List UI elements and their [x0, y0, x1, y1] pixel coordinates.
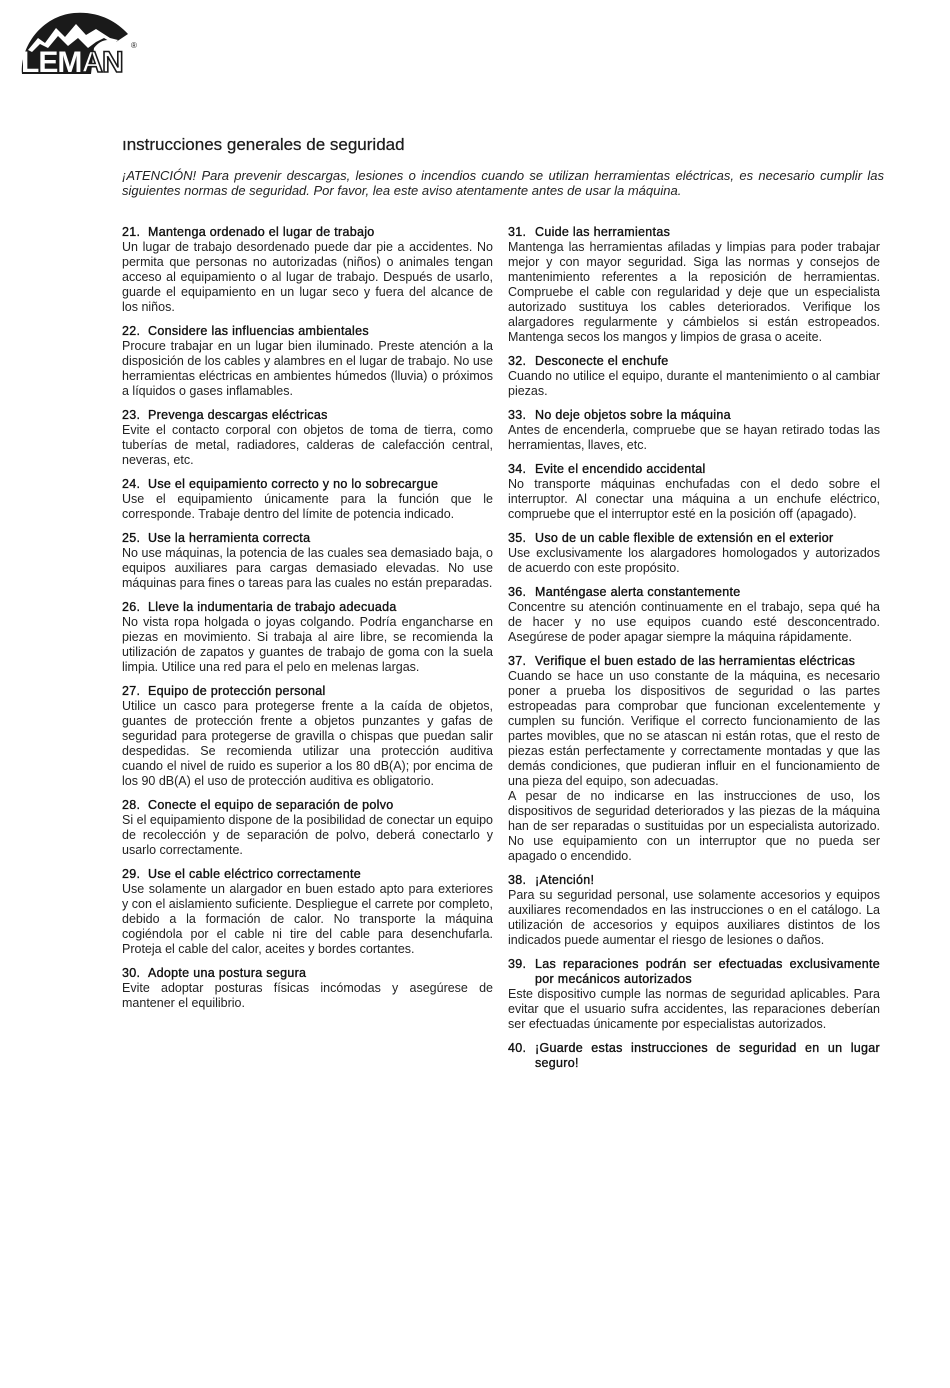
safety-item-30: [122, 966, 493, 1011]
safety-item-26: [122, 600, 493, 675]
item-heading: [122, 966, 493, 981]
safety-item-27: [122, 684, 493, 789]
item-number: 21.: [122, 225, 141, 239]
item-heading: [122, 531, 493, 546]
item-heading: [508, 1041, 880, 1071]
item-number: 29.: [122, 867, 141, 881]
item-number: 36.: [508, 585, 527, 599]
item-heading-text: Uso de un cable flexible de extensión en el exterior: [535, 531, 834, 545]
item-heading-text: Verifique el buen estado de las herramientas eléctricas: [535, 654, 856, 668]
item-number: 35.: [508, 531, 527, 545]
item-heading: [508, 408, 880, 423]
item-body-text: Cuando se hace un uso constante de la máquina, es necesario poner a prueba los dispositivos de seguridad o las partes estropeadas para comprobar que funcionan excelentemente y cumplen su función. Verifique el correcto funcionamiento de las partes movibles, que no se atascan ni están rotas, que el resto de piezas están perfectamente y correctamente montadas y que las demás condiciones, que pudieran influir en el funcionamiento de una pieza del equipo, son adecuadas.: [508, 669, 880, 788]
item-heading-text: No deje objetos sobre la máquina: [535, 408, 731, 422]
item-heading-text: ¡Atención!: [535, 873, 595, 887]
item-heading: [508, 654, 880, 669]
item-heading: [122, 798, 493, 813]
item-number: 33.: [508, 408, 527, 422]
item-heading: [508, 354, 880, 369]
item-body-text: Procure trabajar en un lugar bien iluminado. Preste atención a la disposición de los cables y alambres en el lugar de trabajo. No use herramientas eléctricas en ambientes húmedos (lluvia) o próximos a líquidos o gases inflamables.: [122, 339, 493, 398]
item-heading: [508, 225, 880, 240]
item-number: 27.: [122, 684, 141, 698]
safety-item-36: [508, 585, 880, 645]
safety-item-39: [508, 957, 880, 1032]
safety-item-32: [508, 354, 880, 399]
item-body-text: Evite adoptar posturas físicas incómodas y asegúrese de mantener el equilibrio.: [122, 981, 493, 1010]
item-heading: [122, 600, 493, 615]
safety-item-25: [122, 531, 493, 591]
leman-logo: [18, 8, 143, 78]
item-heading: [508, 585, 880, 600]
item-heading: [508, 531, 880, 546]
item-heading: [122, 225, 493, 240]
item-body-text: Use el equipamiento únicamente para la función que le corresponde. Trabaje dentro del límite de potencia indicado.: [122, 492, 493, 521]
safety-item-33: [508, 408, 880, 453]
item-heading: [122, 684, 493, 699]
item-heading-text: Use el equipamiento correcto y no lo sobrecargue: [148, 477, 439, 491]
item-number: 26.: [122, 600, 141, 614]
item-heading-text: Considere las influencias ambientales: [148, 324, 369, 338]
item-number: 22.: [122, 324, 141, 338]
item-heading: [508, 957, 880, 987]
item-number: 32.: [508, 354, 527, 368]
safety-item-40: [508, 1041, 880, 1071]
item-number: 31.: [508, 225, 527, 239]
item-number: 23.: [122, 408, 141, 422]
item-heading-text: Mantenga ordenado el lugar de trabajo: [148, 225, 375, 239]
item-body-text: Concentre su atención continuamente en el trabajo, sepa qué ha de hacer y no use equipos cuando esté desconcentrado. Asegúrese de poder apagar siempre la máquina rápidamente.: [508, 600, 880, 644]
item-heading-text: Prevenga descargas eléctricas: [148, 408, 328, 422]
item-heading-text: Desconecte el enchufe: [535, 354, 669, 368]
item-heading-text: Las reparaciones podrán ser efectuadas exclusivamente por mecánicos autorizados: [535, 957, 880, 986]
safety-item-21: [122, 225, 493, 315]
item-body-text: Para su seguridad personal, use solamente accesorios y equipos auxiliares recomendados en las instrucciones o en el catálogo. La utilización de accesorios y equipos auxiliares distintos de los indicados puede aumentar el riesgo de lesiones o daños.: [508, 888, 880, 947]
safety-item-31: [508, 225, 880, 345]
item-heading-text: ¡Guarde estas instrucciones de seguridad en un lugar seguro!: [535, 1041, 880, 1070]
safety-item-24: [122, 477, 493, 522]
left-column: [122, 225, 493, 1020]
item-heading: [508, 462, 880, 477]
item-number: 28.: [122, 798, 141, 812]
item-heading-text: Equipo de protección personal: [148, 684, 326, 698]
safety-item-22: [122, 324, 493, 399]
item-heading: [122, 408, 493, 423]
safety-item-34: [508, 462, 880, 522]
item-heading-text: Conecte el equipo de separación de polvo: [148, 798, 394, 812]
safety-warning: ¡ATENCIÓN! Para prevenir descargas, lesiones o incendios cuando se utilizan herramientas eléctricas, es necesario cumplir las siguientes normas de seguridad. Por favor, lea este aviso atentamente antes de usar la máquina.: [122, 168, 884, 198]
item-heading-text: Use la herramienta correcta: [148, 531, 311, 545]
item-heading-text: Use el cable eléctrico correctamente: [148, 867, 361, 881]
item-heading: [122, 324, 493, 339]
item-number: 38.: [508, 873, 527, 887]
item-body-text: Si el equipamiento dispone de la posibilidad de conectar un equipo de recolección y de separación de polvo, deberá conectarlo y usarlo correctamente.: [122, 813, 493, 857]
item-body-text: A pesar de no indicarse en las instrucciones de uso, los dispositivos de seguridad deteriorados y las piezas de la máquina han de ser reparadas o sustituidas por un especialista autorizado. No use equipamiento con un interruptor que no pueda ser apagado o encendido.: [508, 789, 880, 863]
logo-outline-text: AN: [81, 46, 123, 78]
item-body-text: Mantenga las herramientas afiladas y limpias para poder trabajar mejor y con mayor seguridad. Siga las normas y consejos de mantenimiento referentes a la reposición de herramientas. Compruebe el cable con regularidad y deje que un especialista autorizado sustituya los cables deteriorados. Verifique los alargadores regularmente y cámbielos si están estropeados. Mantenga secos los mangos y limpios de grasa o aceite.: [508, 240, 880, 344]
item-body-text: No transporte máquinas enchufadas con el dedo sobre el interruptor. Al conectar una máquina a un enchufe eléctrico, compruebe que el interruptor esté en la posición off (apagado).: [508, 477, 880, 521]
safety-item-38: [508, 873, 880, 948]
item-heading-text: Manténgase alerta constantemente: [535, 585, 741, 599]
item-body-text: Este dispositivo cumple las normas de seguridad aplicables. Para evitar que el usuario sufra accidentes, las reparaciones deberían ser efectuadas únicamente por especialistas autorizados.: [508, 987, 880, 1031]
item-number: 34.: [508, 462, 527, 476]
safety-item-23: [122, 408, 493, 468]
safety-item-35: [508, 531, 880, 576]
item-body-text: No vista ropa holgada o joyas colgando. Podría engancharse en piezas en movimiento. Si trabaja al aire libre, se recomienda la utilización de zapatos y guantes de trabajo de goma con la suela limpia. Utilice una red para el pelo en melenas largas.: [122, 615, 493, 674]
item-number: 39.: [508, 957, 527, 971]
safety-item-29: [122, 867, 493, 957]
item-body-text: Un lugar de trabajo desordenado puede dar pie a accidentes. No permita que personas no autorizadas (niños) o animales tengan acceso al equipamiento o al lugar de trabajo. Después de usarlo, guarde el equipamiento en un lugar seco y fuera del alcance de los niños.: [122, 240, 493, 314]
item-heading: [508, 873, 880, 888]
safety-item-28: [122, 798, 493, 858]
item-heading: [122, 867, 493, 882]
svg-text:LEMAN: [21, 46, 123, 78]
right-column: [508, 225, 880, 1080]
item-body-text: Utilice un casco para protegerse frente a la caída de objetos, guantes de protección frente a objetos punzantes y gafas de seguridad para protegerse de gravilla o chispas que puedan salir despedidas. Se recomienda utilizar una protección auditiva cuando el nivel de ruido es superior a los 80 dB(A); por encima de los 90 dB(A) el uso de protección auditiva es obligatorio.: [122, 699, 493, 788]
item-heading: [122, 477, 493, 492]
item-number: 40.: [508, 1041, 527, 1055]
logo-solid-text: LEM: [21, 46, 82, 78]
item-number: 25.: [122, 531, 141, 545]
item-number: 37.: [508, 654, 527, 668]
item-body-text: No use máquinas, la potencia de las cuales sea demasiado baja, o equipos auxiliares para cargas demasiado elevadas. No use máquinas para fines o tareas para las cuales no están preparadas.: [122, 546, 493, 590]
page-title: ınstrucciones generales de seguridad: [122, 135, 405, 154]
safety-item-37: [508, 654, 880, 864]
registered-mark: ®: [131, 41, 137, 50]
item-body-text: Antes de encenderla, compruebe que se hayan retirado todas las herramientas, llaves, etc.: [508, 423, 880, 452]
item-body-text: Cuando no utilice el equipo, durante el mantenimiento o al cambiar piezas.: [508, 369, 880, 398]
item-number: 24.: [122, 477, 141, 491]
item-heading-text: Evite el encendido accidental: [535, 462, 706, 476]
item-heading-text: Adopte una postura segura: [148, 966, 307, 980]
item-heading-text: Lleve la indumentaria de trabajo adecuada: [148, 600, 397, 614]
item-body-text: Use exclusivamente los alargadores homologados y autorizados de acuerdo con este propósito.: [508, 546, 880, 575]
item-number: 30.: [122, 966, 141, 980]
item-heading-text: Cuide las herramientas: [535, 225, 671, 239]
item-body-text: Use solamente un alargador en buen estado apto para exteriores y con el aislamiento suficiente. Despliegue el carrete por completo, debido a la formación de calor. No transporte la máquina cogiéndola por el cable ni tire del cable para desenchufarla. Proteja el cable del calor, aceites y bordes cortantes.: [122, 882, 493, 956]
item-body-text: Evite el contacto corporal con objetos de toma de tierra, como tuberías de metal, radiadores, calderas de calefacción central, neveras, etc.: [122, 423, 493, 467]
